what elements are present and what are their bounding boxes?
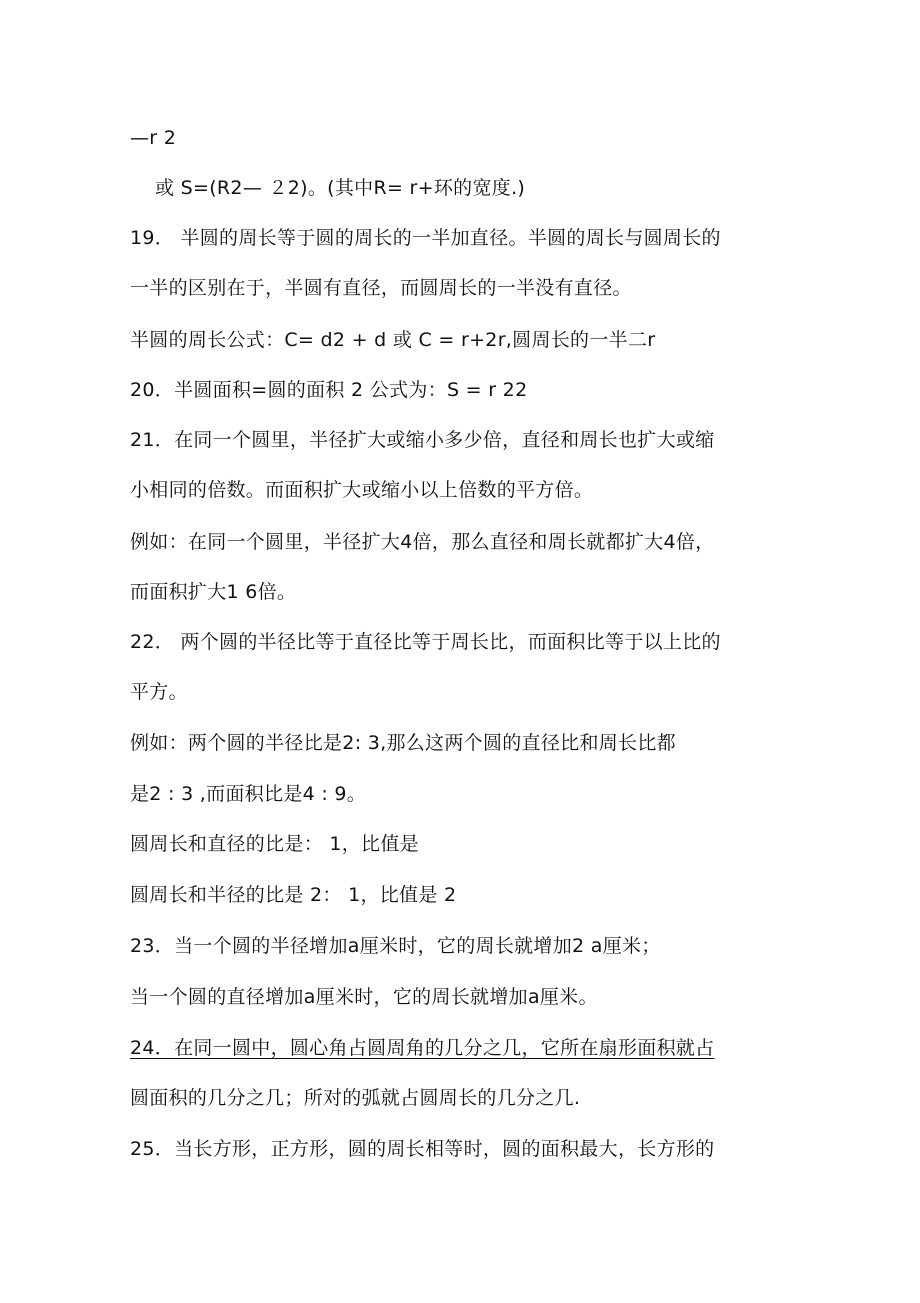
text-line-formula-fragment: —r 2 [130,127,177,149]
text-line-item-21: 21．在同一个圆里，半径扩大或缩小多少倍，直径和周长也扩大或缩 [130,429,715,451]
text-line-example-2: 例如：两个圆的半径比是2: 3,那么这两个圆的直径比和周长比都 [130,732,676,754]
text-line-example-2-cont: 是2 : 3 ,而面积比是4 : 9。 [130,783,367,805]
text-line-ratio-diameter: 圆周长和直径的比是： 1，比值是 [130,833,419,855]
text-line-semicircle-perimeter-formula: 半圆的周长公式：C= d2 + d 或 C = r+2r,圆周长的一半二r [130,329,656,351]
text-line-ratio-radius: 圆周长和半径的比是 2： 1，比值是 2 [130,884,457,906]
text-line-item-19: 19． 半圆的周长等于圆的周长的一半加直径。半圆的周长与圆周长的 [130,227,721,249]
text-line-item-23-cont: 当一个圆的直径增加a厘米时，它的周长就增加a厘米。 [130,986,598,1008]
text-line-example-1-cont: 而面积扩大1 6倍。 [130,581,297,603]
text-line-item-22-cont: 平方。 [130,681,188,703]
text-line-item-24: 24．在同一圆中，圆心角占圆周角的几分之几，它所在扇形面积就占 [130,1037,715,1059]
text-line-item-21-cont: 小相同的倍数。而面积扩大或缩小以上倍数的平方倍。 [130,479,594,501]
text-line-item-20: 20．半圆面积=圆的面积 2 公式为：S = r 22 [130,379,528,401]
text-line-item-19-cont: 一半的区别在于，半圆有直径，而圆周长的一半没有直径。 [130,277,632,299]
text-line-item-22: 22． 两个圆的半径比等于直径比等于周长比，而面积比等于以上比的 [130,631,721,653]
text-line-example-1: 例如：在同一个圆里，半径扩大4倍，那么直径和周长就都扩大4倍， [130,531,715,553]
text-line-ring-area-formula: 或 S=(R2— ２2)。(其中R= r+环的宽度.) [155,177,526,199]
text-line-item-24-cont: 圆面积的几分之几；所对的弧就占圆周长的几分之几. [130,1087,581,1109]
text-line-item-25: 25．当长方形，正方形，圆的周长相等时，圆的面积最大，长方形的 [130,1138,715,1160]
text-line-item-23: 23．当一个圆的半径增加a厘米时，它的周长就增加2 a厘米； [130,935,661,957]
